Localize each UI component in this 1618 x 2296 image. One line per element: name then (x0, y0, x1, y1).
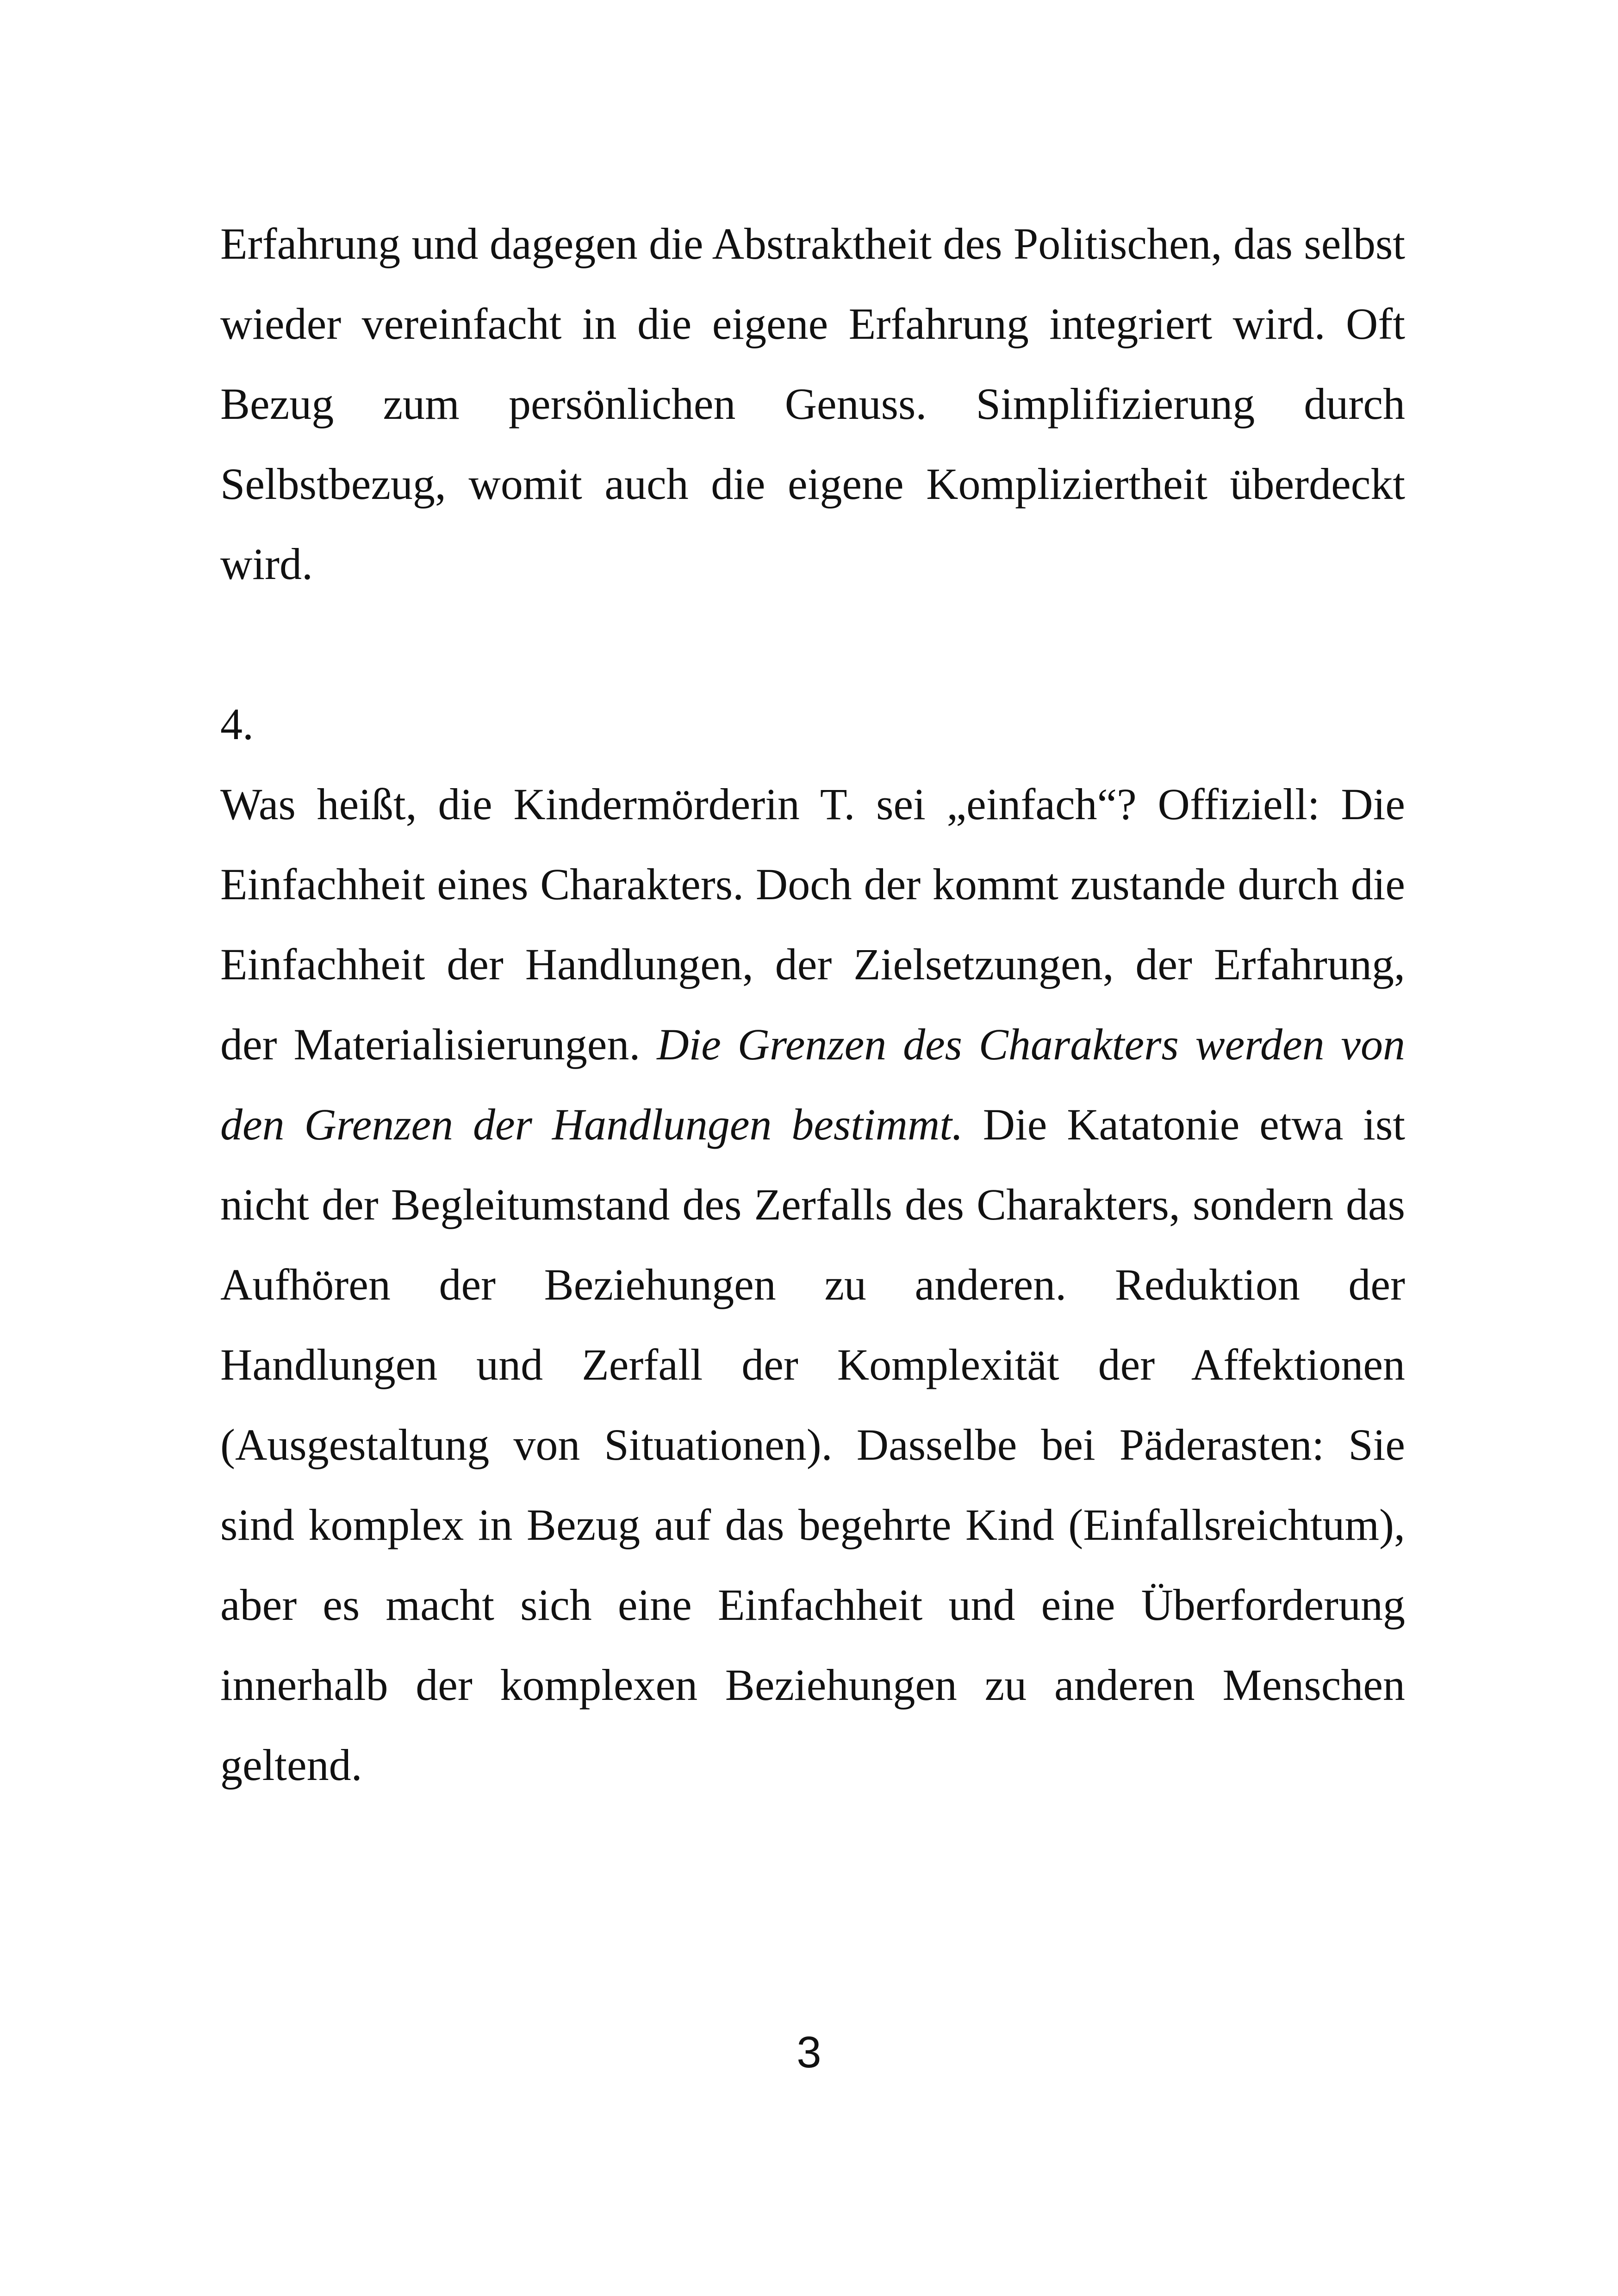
paragraph-1: Erfahrung und dagegen die Abstraktheit des Politischen, das selbst wieder vereinfacht in die eigene Erfahrung integriert wird. Oft Bezug zum persönlichen Genuss. Simplifizierung durch Selbstbezug, womit auch die eigene Kompliziertheit überdeckt wird. (220, 219, 1405, 589)
paragraph-2-text-start: Was heißt, die Kindermörderin T. sei „einfach“? Offiziell: Die Einfachheit eines Charakters. Doch der kommt zustande durch die Einfachheit der Handlungen, der Zielsetzungen, der Erfahrung, der Materialisierungen. (220, 779, 1405, 1069)
paragraph-2 (220, 764, 1405, 1805)
paragraph-2-italic-emphasis: Die Grenzen des Charakters werden von den Grenzen der Handlungen bestimmt. (220, 1020, 1406, 1149)
body-text (220, 204, 1405, 1805)
paragraph-2-text-end: Die Katatonie etwa ist nicht der Begleitumstand des Zerfalls des Charakters, sondern das Aufhören der Beziehungen zu anderen. Reduktion der Handlungen und Zerfall der Komplexität der Affektionen (Ausgestaltung von Situationen). Dasselbe bei Päderasten: Sie sind komplex in Bezug auf das begehrte Kind (Einfallsreichtum), aber es macht sich eine Einfachheit und eine Überforderung innerhalb der komplexen Beziehungen zu anderen Menschen geltend. (220, 1100, 1406, 1790)
page-number: 3 (797, 2028, 821, 2077)
section-number: 4. (220, 699, 254, 749)
paragraph-spacer (220, 604, 1405, 684)
